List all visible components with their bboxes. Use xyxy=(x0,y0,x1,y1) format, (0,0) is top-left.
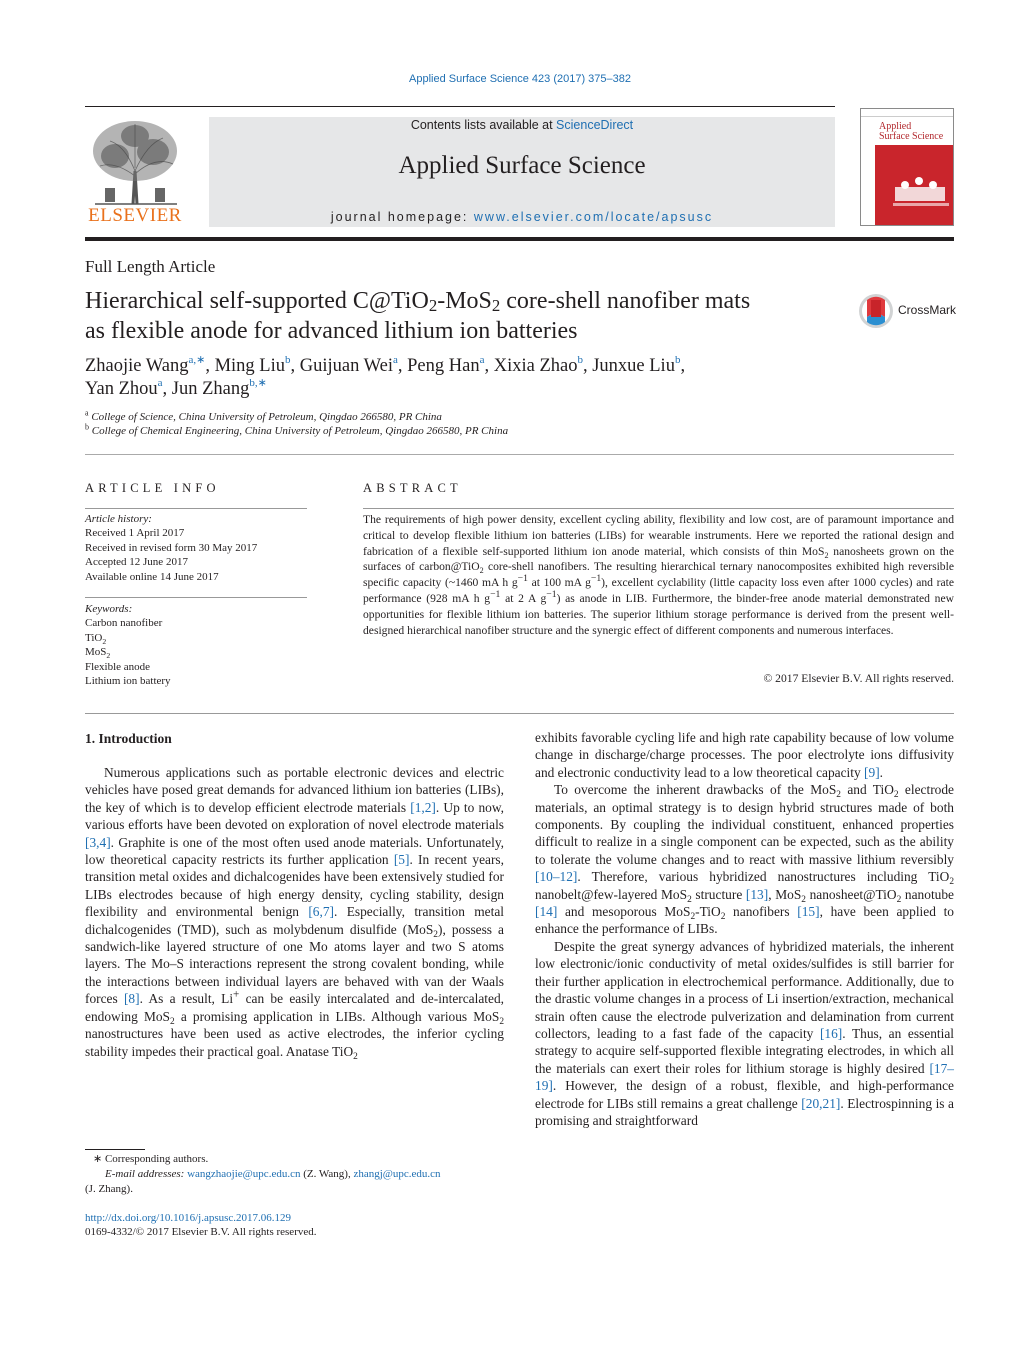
body-column-right xyxy=(535,729,954,1129)
section-heading-introduction: 1. Introduction xyxy=(85,731,172,746)
corresponding-note: ∗ Corresponding authors. xyxy=(93,1153,209,1165)
citation-link[interactable]: [8] xyxy=(123,991,140,1007)
author: Guijuan Wei$^a$, xyxy=(299,354,408,376)
issn-line: 0169-4332/© 2017 Elsevier B.V. All rights reserved. xyxy=(85,1226,317,1238)
header-thick-rule xyxy=(85,237,954,241)
paragraph: Despite the great synergy advances of hybridized materials, the inherent low electronic/ionic conductivity of metal oxides/sulfides is still barrier for their further application in electrochemical performance. Additionally, due to the drastic volume changes in a process of Li insertion/extraction, mechanical strain often cause the electrode pulverization and delamination from current collectors, leading to a fast fade of the capacity [16]. Thus, an essential strategy to acquire self-supported flexible integrating electrodes, in which all the materials can exert their roles for lithium storage is highly desired [17–19]. However, the design of a robust, flexible, and high-performance electrode for LIBs still remains a great challenge [20,21]. Electrospinning is a promising and straightforward xyxy=(535,938,955,1128)
author-list xyxy=(85,355,845,401)
contents-line xyxy=(209,118,835,132)
divider xyxy=(363,508,954,509)
citation-link[interactable]: [16] xyxy=(819,1025,843,1041)
email-link[interactable]: wangzhaojie@upc.edu.cn xyxy=(187,1168,301,1180)
citation-link[interactable]: [15] xyxy=(797,904,820,920)
affiliation-b: $^b$ College of Chemical Engineering, China University of Petroleum, Qingdao 266580, PR China xyxy=(85,422,509,437)
homepage-link[interactable]: www.elsevier.com/locate/apsusc xyxy=(473,210,714,224)
abstract-copyright: © 2017 Elsevier B.V. All rights reserved. xyxy=(763,672,954,685)
cover-title: Applied Surface Science xyxy=(879,121,944,142)
abstract-text: The requirements of high power density, excellent cycling ability, flexibility and low cost, are of paramount importance and critical to develop flexible lithium ion batteries (LIBs) for wearable instruments. Here we reported the rational design and fabrication of a flexible self-supported lithium ion anode material, which consists of thin MoS$_2$ nanosheets grown on the surfaces of carbon@TiO$_2$ core-shell nanofibers. The resulting hierarchical ternary nanocomposites exhibited high reversible specific capacity (~1460 mA h $g^{-1}$ at 100 mA $g^{-1}$), excellent cyclability (little capacity loss even after 1000 cycles) and rate performance (928 mA h $g^{-1}$ at 2 A $g^{-1}$) as anode in LIB. Furthermore, the binder-free anode material demonstrated new opportunities for flexible lithium ion batteries. The superior lithium storage performance is derived from the present well-designed hierarchical nanofiber structure and the synergic effect of different components and numerous interfaces. xyxy=(363,513,954,637)
abstract-heading: ABSTRACT xyxy=(363,481,462,495)
footnotes xyxy=(85,1152,504,1197)
author: Jun Zhang$^{b,∗}$ xyxy=(171,377,267,399)
email-link[interactable]: zhangj@upc.edu.cn xyxy=(353,1168,441,1180)
author: Yan Zhou$^a$, xyxy=(85,377,172,399)
homepage-prefix: journal homepage: xyxy=(330,210,474,224)
journal-cover-thumbnail[interactable] xyxy=(860,108,954,226)
sciencedirect-link[interactable]: ScienceDirect xyxy=(556,118,634,132)
citation-link[interactable]: [14] xyxy=(535,904,558,920)
journal-name: Applied Surface Science xyxy=(398,152,646,179)
history-item: Received 1 April 2017 xyxy=(85,527,185,540)
paragraph: exhibits favorable cycling life and high rate capability because of low volume change in discharge/charge processes. The poor electrolyte ions diffusivity and electronic conductivity lead to a low theoretical capacity [9]. xyxy=(535,730,954,780)
citation-link[interactable]: [10–12] xyxy=(535,869,578,885)
citation-link[interactable]: [5] xyxy=(393,852,410,868)
article-history: Article history: Received 1 April 2017 Received in revised form 30 May 2017 Accepted 12 June 2017 Available online 14 June 2017 xyxy=(85,512,307,584)
homepage-line xyxy=(209,210,835,224)
keywords: Keywords: Carbon nanofiber TiO$_2$ MoS$_2$ Flexible anode Lithium ion battery xyxy=(85,602,307,688)
email-line: E-mail addresses: wangzhaojie@upc.edu.cn (Z. Wang), zhangj@upc.edu.cn xyxy=(105,1168,441,1180)
doi-link[interactable]: http://dx.doi.org/10.1016/j.apsusc.2017.06.129 xyxy=(85,1212,292,1224)
article-info-heading: ARTICLE INFO xyxy=(85,481,220,495)
header-rule xyxy=(85,106,835,107)
citation-link[interactable]: [20,21] xyxy=(801,1095,841,1111)
cover-red-panel xyxy=(875,145,954,226)
divider xyxy=(85,597,307,598)
paragraph: Numerous applications such as portable electronic devices and electric vehicles have posed great demands for advanced lithium ion batteries (LIBs), the key of which is to develop efficient electrode materials [1,2]. Up to now, various efforts have been devoted on exploration of novel electrode materials [3,4]. Graphite is one of the most often used anode materials. Unfortunately, low theoretical capacity restricts its further application [5]. In recent years, transition metal oxides and dichalcogenides have been extensively studied for LIBs electrodes because of high energy density, cycling stability, design flexibility and environmental benign [6,7]. Especially, transition metal dichalcogenides (TMD), such as molybdenum disulfide (MoS$_2$), possess a sandwich-like layered structure of one Mo atoms layer and two S atoms layers. The Mo–S interactions represent the strong covalent bonding, while the interactions between individual layers are behaved with van der Waals forces [8]. As a result, Li+ can be easily intercalated and de-intercalated, endowing MoS$_2$ a promising application in LIBs. Although various MoS$_2$ nanostructures have been used as active electrodes, the inferior cycling stability impedes their practical goal. Anatase TiO$_2$ xyxy=(85,765,505,1062)
divider xyxy=(85,454,954,455)
affiliation-a: $^a$ College of Science, China University of Petroleum, Qingdao 266580, PR China xyxy=(85,408,442,423)
elsevier-wordmark: ELSEVIER xyxy=(88,205,182,226)
keyword: Flexible anode xyxy=(85,660,151,673)
citation-link[interactable]: [3,4] xyxy=(85,834,111,850)
history-item: Available online 14 June 2017 xyxy=(85,570,219,583)
author: Zhaojie Wang$^{a,∗}$, xyxy=(85,354,215,376)
author: Xixia Zhao$^b$, xyxy=(493,354,593,376)
keyword: MoS$_2$ xyxy=(85,646,111,661)
crossmark-label[interactable]: CrossMark xyxy=(898,303,957,317)
author: Ming Liu$^b$, xyxy=(214,354,300,376)
citation-link[interactable]: [1,2] xyxy=(410,799,436,815)
divider xyxy=(85,508,307,509)
divider xyxy=(85,713,954,714)
article-title: Hierarchical self-supported C@TiO$_2$-MoS$_2$ core-shell nanofiber mats as flexible anode for advanced lithium ion batteries xyxy=(85,288,751,344)
contents-prefix: Contents lists available at xyxy=(410,118,557,132)
journal-citation[interactable]: Applied Surface Science 423 (2017) 375–382 xyxy=(409,73,631,85)
cover-graphic-icon xyxy=(875,145,954,226)
history-item: Received in revised form 30 May 2017 xyxy=(85,541,258,554)
citation-link[interactable]: [13] xyxy=(745,886,769,902)
citation-link[interactable]: [17–19] xyxy=(535,1060,954,1094)
keyword: Lithium ion battery xyxy=(85,675,171,688)
citation-link[interactable]: [9] xyxy=(864,764,880,780)
author: Junxue Liu$^b$, xyxy=(592,354,686,376)
footnote-rule xyxy=(85,1149,145,1150)
keyword: Carbon nanofiber xyxy=(85,617,163,630)
cover-top-strip xyxy=(861,109,954,117)
email-owner: (J. Zhang). xyxy=(85,1183,133,1195)
citation-link[interactable]: [6,7] xyxy=(308,904,335,920)
keyword: TiO$_2$ xyxy=(85,631,107,646)
author: Peng Han$^a$, xyxy=(407,354,494,376)
article-type: Full Length Article xyxy=(85,257,216,276)
history-item: Accepted 12 June 2017 xyxy=(85,556,188,569)
body-column-left xyxy=(85,764,504,1060)
paragraph: To overcome the inherent drawbacks of the MoS$_2$ and TiO$_2$ electrode materials, an optimal strategy is to design hybrid structures made of both components. By coupling the individual constituent, enhanced properties difficult to realize in a single component can be expected, such as the ability to tolerate the volume changes and to react with massive lithium reversibly [10–12]. Therefore, various hybridized nanostructures including TiO$_2$ nanobelt@few-layered MoS$_2$ structure [13], MoS$_2$ nanosheet@TiO$_2$ nanotube [14] and mesoporous MoS$_2$-TiO$_2$ nanofibers [15], have been applied to enhance the performance of LIBs. xyxy=(535,782,954,937)
